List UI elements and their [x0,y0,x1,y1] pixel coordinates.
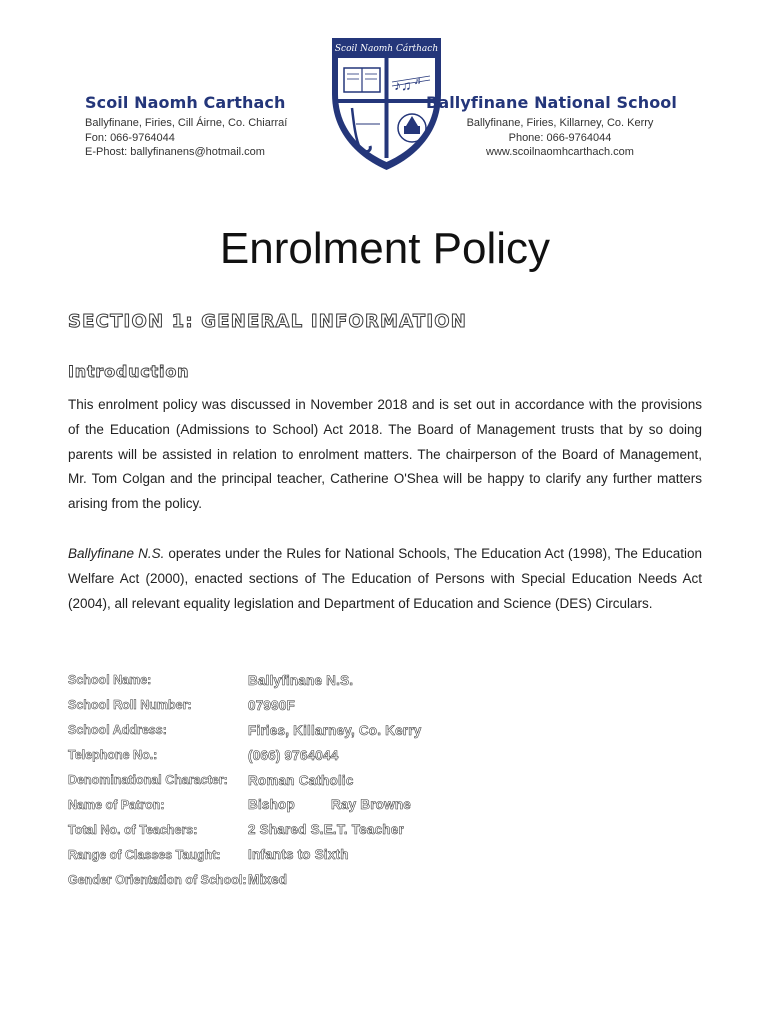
table-row [68,718,628,743]
intro-paragraph: This enrolment policy was discussed in November 2018 and is set out in accordance with the provisions of the Education (Admissions to School) Act 2018. The Board of Management trusts that by so doing parents will be assisted in relation to enrolment matters. The chairperson of the Board of Management, Mr. Tom Colgan and the principal teacher, Catherine O'Shea will be happy to clarify any further matters arising from the policy. [68,397,702,512]
table-row [68,743,628,768]
email-irish: E-Phost: ballyfinanens@hotmail.com [85,146,265,158]
letterhead-right [426,93,675,160]
info-value: Mixed [248,872,288,888]
table-row [68,817,628,842]
patron-title: Bishop [248,797,295,813]
svg-text:♪♫: ♪♫ [394,77,412,93]
table-row [68,867,628,892]
info-label: School Name: [68,673,152,688]
crest-banner-text: Scoil Naomh Cárthach [334,44,439,54]
introduction-heading: Introduction [68,362,190,381]
phone-irish: Fon: 066-9764044 [85,131,175,144]
info-value [248,792,628,817]
info-label: School Address: [68,723,167,738]
school-name-irish: Scoil Naomh Carthach [85,93,286,112]
table-row [68,792,628,817]
school-info-table [68,668,628,892]
table-row [68,842,628,867]
table-row [68,668,628,693]
info-label: School Roll Number: [68,698,192,713]
letterhead-left [85,93,287,160]
table-row [68,693,628,718]
info-value: 2 Shared S.E.T. Teacher [248,822,404,838]
letterhead [0,0,770,180]
address-english: Ballyfinane, Firies, Killarney, Co. Kerry [466,117,654,129]
phone-english: Phone: 066-9764044 [508,131,612,144]
book-icon [344,68,380,92]
school-name-english: Ballyfinane National School [426,93,677,112]
info-value: (066) 9764044 [248,747,339,763]
info-label: Name of Patron: [68,797,165,812]
info-value: Ballyfinane N.S. [248,672,354,688]
info-label: Telephone No.: [68,748,158,763]
info-value: Roman Catholic [248,772,354,788]
table-row [68,768,628,793]
document-title: Enrolment Policy [219,224,551,273]
svg-text:♬: ♬ [414,76,424,87]
website-english: www.scoilnaomhcarthach.com [486,146,634,158]
school-name-italic: Ballyfinane N.S. [68,546,165,561]
legislation-text: operates under the Rules for National Schools, The Education Act (1998), The Education Welfare Act (2000), enacted sections of The Education of Persons with Special Education Needs Act (2004), all relevant equality legislation and Department of Education and Science (DES) Circulars. [68,546,702,611]
info-value: 07990F [248,697,295,713]
section-heading: SECTION 1: GENERAL INFORMATION [68,311,468,332]
patron-name: Ray Browne [330,797,411,813]
legislation-paragraph [68,542,702,616]
info-label: Gender Orientation of School: [68,872,247,887]
info-value: Firies, Killarney, Co. Kerry [248,722,422,738]
address-irish: Ballyfinane, Firies, Cill Áirne, Co. Chiarraí [85,117,288,129]
info-label: Denominational Character: [68,773,228,787]
info-label: Range of Classes Taught: [68,847,221,862]
info-label: Total No. of Teachers: [68,822,198,837]
info-value: Infants to Sixth [248,847,349,863]
